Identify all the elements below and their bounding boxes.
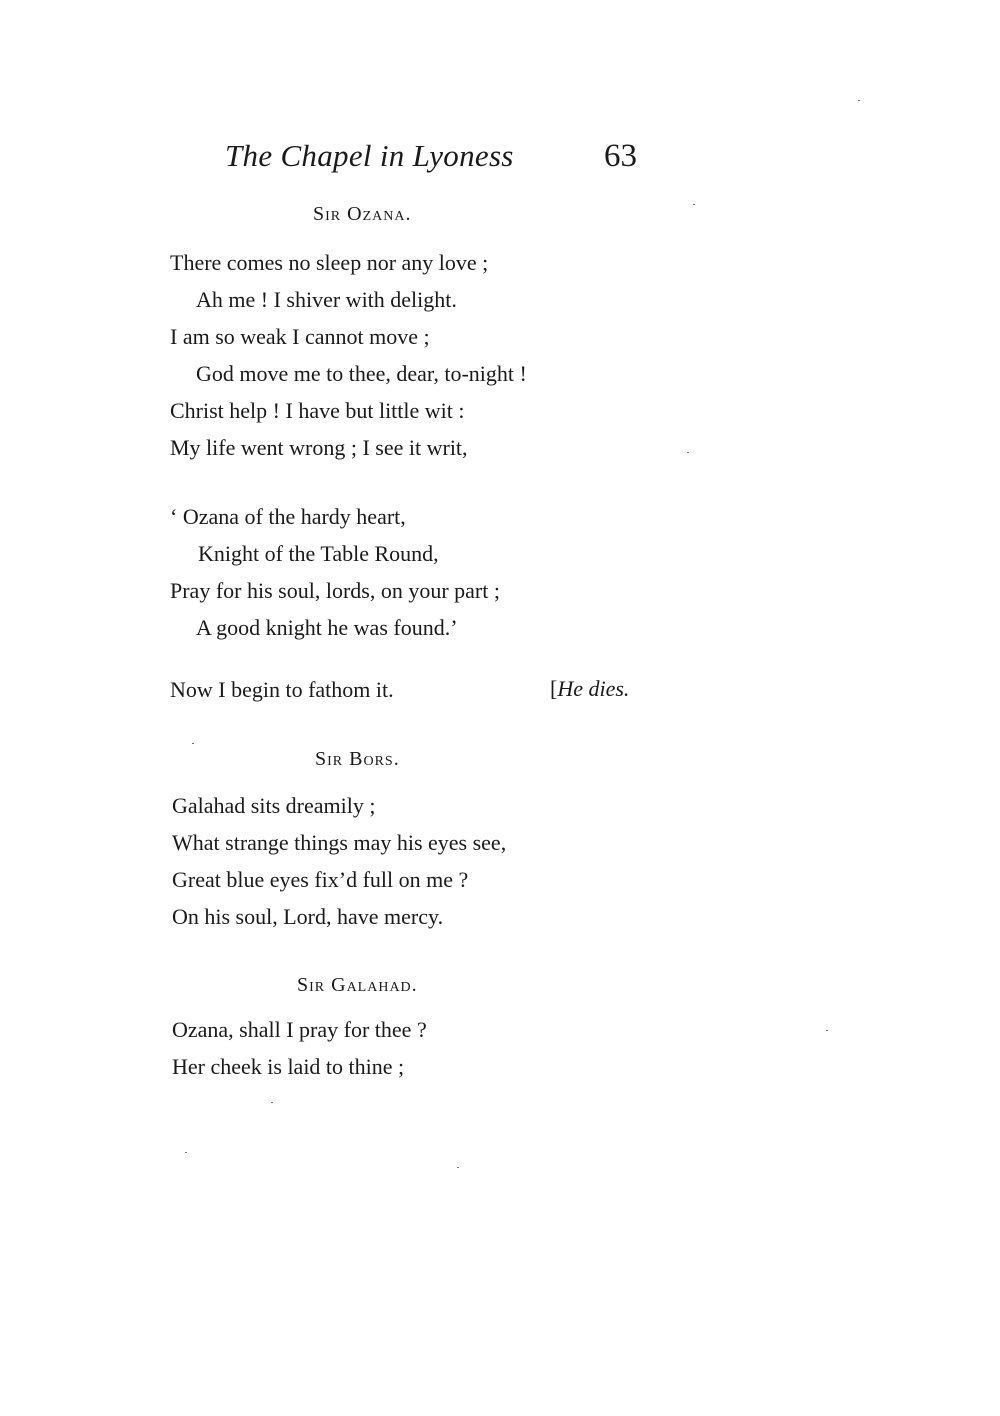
verse-line: There comes no sleep nor any love ; bbox=[170, 250, 489, 275]
verse-line: Ah me ! I shiver with delight. bbox=[196, 287, 457, 312]
scan-speck bbox=[457, 1167, 459, 1168]
verse-line: What strange things may his eyes see, bbox=[172, 830, 507, 855]
verse-line: I am so weak I cannot move ; bbox=[170, 324, 430, 349]
verse-line: Ozana, shall I pray for thee ? bbox=[172, 1017, 427, 1042]
verse-line: Christ help ! I have but little wit : bbox=[170, 398, 465, 423]
verse-line: Now I begin to fathom it. bbox=[170, 677, 394, 702]
scan-speck bbox=[687, 452, 689, 453]
verse-line: A good knight he was found.’ bbox=[196, 615, 458, 640]
scan-speck bbox=[826, 1030, 828, 1031]
stage-direction bbox=[550, 676, 629, 702]
running-title: The Chapel in Lyoness bbox=[225, 138, 514, 173]
verse-line: Her cheek is laid to thine ; bbox=[172, 1054, 405, 1079]
scan-speck bbox=[192, 743, 194, 744]
speaker-heading: Sir Galahad. bbox=[297, 974, 418, 996]
page-number: 63 bbox=[604, 138, 637, 174]
speaker-heading: Sir Bors. bbox=[315, 748, 400, 770]
verse-line: Knight of the Table Round, bbox=[198, 541, 439, 566]
verse-line: Great blue eyes fix’d full on me ? bbox=[172, 867, 469, 892]
stage-direction-bracket: [ bbox=[550, 676, 558, 701]
scan-speck bbox=[858, 100, 860, 101]
verse-line: God move me to thee, dear, to-night ! bbox=[196, 361, 527, 386]
scan-speck bbox=[271, 1102, 273, 1103]
speaker-heading: Sir Ozana. bbox=[313, 203, 412, 225]
stage-direction-text: He dies. bbox=[557, 676, 630, 701]
verse-line: Pray for his soul, lords, on your part ; bbox=[170, 578, 500, 603]
verse-line: Galahad sits dreamily ; bbox=[172, 793, 376, 818]
verse-line: On his soul, Lord, have mercy. bbox=[172, 904, 444, 929]
scan-speck bbox=[693, 204, 695, 205]
verse-line: My life went wrong ; I see it writ, bbox=[170, 435, 468, 460]
scan-speck bbox=[185, 1152, 187, 1153]
verse-line: ‘ Ozana of the hardy heart, bbox=[170, 504, 406, 529]
